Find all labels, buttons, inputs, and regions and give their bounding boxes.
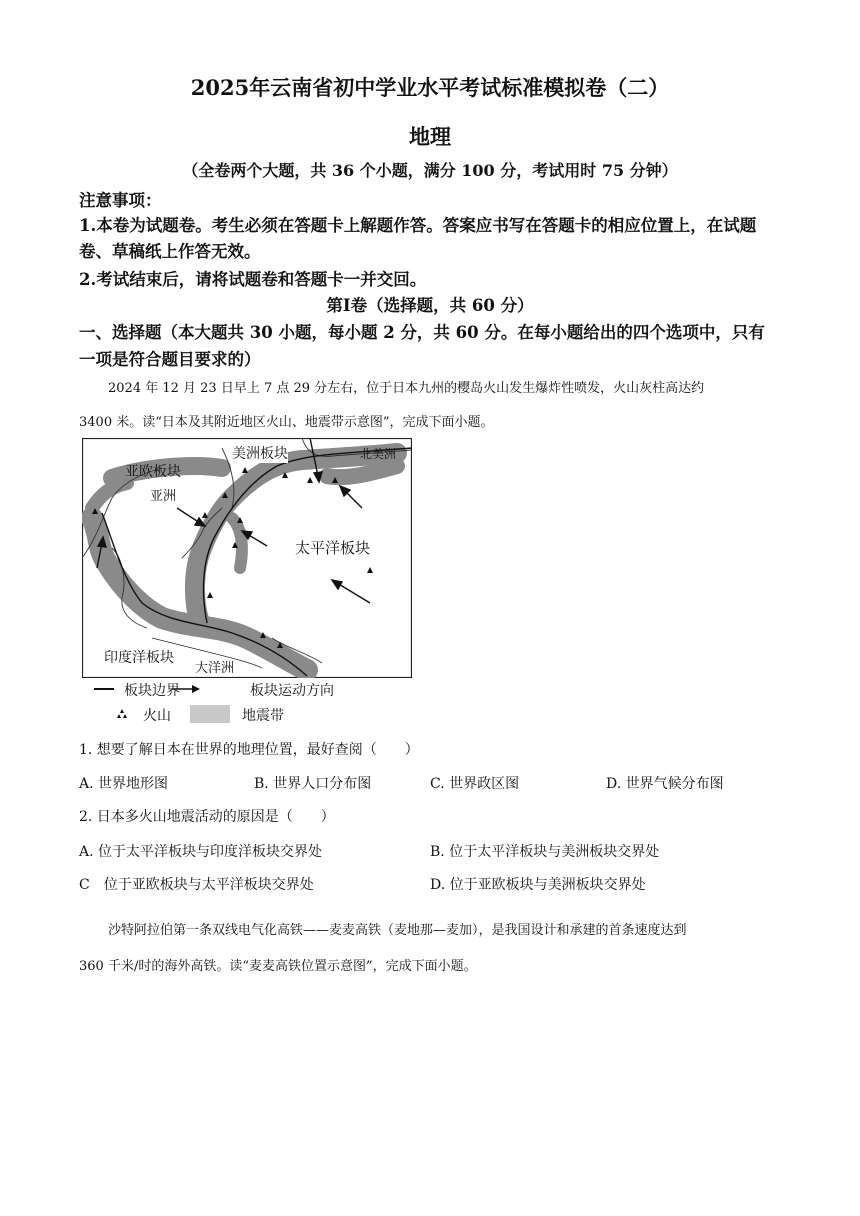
legend-volcano: 火山: [143, 708, 171, 724]
legend-seismic-belt: 地震带: [242, 708, 284, 724]
question-2-stem: 2. 日本多火山地震活动的原因是（ ）: [79, 809, 335, 825]
label-american-plate: 美洲板块: [232, 443, 288, 463]
section-heading-line-2: 一项是符合题目要求的）: [79, 350, 261, 369]
label-oceania: 大洋洲: [195, 661, 235, 676]
exam-info: （全卷两个大题，共 36 个小题，满分 100 分，考试用时 75 分钟）: [182, 161, 678, 180]
section-heading-line-1: 一、选择题（本大题共 30 小题，每小题 2 分，共 60 分。在每小题给出的四个选项中，只有: [79, 323, 765, 342]
question-1-option-a: A. 世界地形图: [79, 776, 169, 792]
question-1-option-d: D. 世界气候分布图: [606, 776, 724, 792]
notice-item-1-line-2: 卷、草稿纸上作答无效。: [79, 242, 261, 261]
question-2-option-d: D. 位于亚欧板块与美洲板块交界处: [430, 877, 646, 893]
question-2-option-c: C 位于亚欧板块与太平洋板块交界处: [79, 877, 314, 893]
legend-volcano-icon: [114, 708, 130, 720]
subject-title: 地理: [409, 124, 451, 149]
label-indian-ocean-plate: 印度洋板块: [104, 647, 174, 667]
passage-2-line-2: 360 千米/时的海外高铁。读“麦麦高铁位置示意图”，完成下面小题。: [79, 959, 477, 974]
label-eurasian-plate: 亚欧板块: [125, 464, 181, 480]
label-pacific-plate: 太平洋板块: [295, 539, 371, 557]
question-1-option-b: B. 世界人口分布图: [254, 776, 372, 792]
part1-title: 第Ⅰ卷（选择题，共 60 分）: [326, 296, 534, 315]
exam-title: 2025年云南省初中学业水平考试标准模拟卷（二）: [190, 75, 670, 100]
passage-1-line-2: 3400 米。读“日本及其附近地区火山、地震带示意图”，完成下面小题。: [79, 415, 494, 430]
label-asia: 亚洲: [150, 489, 177, 504]
question-1-stem: 1. 想要了解日本在世界的地理位置，最好查阅（ ）: [79, 742, 419, 758]
question-2-option-b: B. 位于太平洋板块与美洲板块交界处: [430, 844, 660, 860]
passage-1-line-1: 2024 年 12 月 23 日早上 7 点 29 分左右，位于日本九州的樱岛火山发生爆炸性喷发，火山灰柱高达约: [108, 381, 705, 396]
legend-seismic-swatch: [190, 705, 230, 723]
passage-2-line-1: 沙特阿拉伯第一条双线电气化高铁——麦麦高铁（麦地那—麦加），是我国设计和承建的首条速度达到: [108, 923, 687, 938]
question-1-option-c: C. 世界政区图: [430, 776, 520, 792]
label-north-america: 北美洲: [360, 447, 397, 461]
notice-item-2: 2.考试结束后，请将试题卷和答题卡一并交回。: [79, 270, 427, 289]
legend-plate-motion: 板块运动方向: [250, 683, 334, 699]
question-2-option-a: A. 位于太平洋板块与印度洋板块交界处: [79, 844, 323, 860]
legend-plate-boundary: 板块边界: [124, 683, 180, 699]
notice-heading: 注意事项：: [79, 191, 162, 210]
notice-item-1-line-1: 1.本卷为试题卷。考生必须在答题卡上解题作答。答案应书写在答题卡的相应位置上，在试题: [79, 216, 757, 235]
